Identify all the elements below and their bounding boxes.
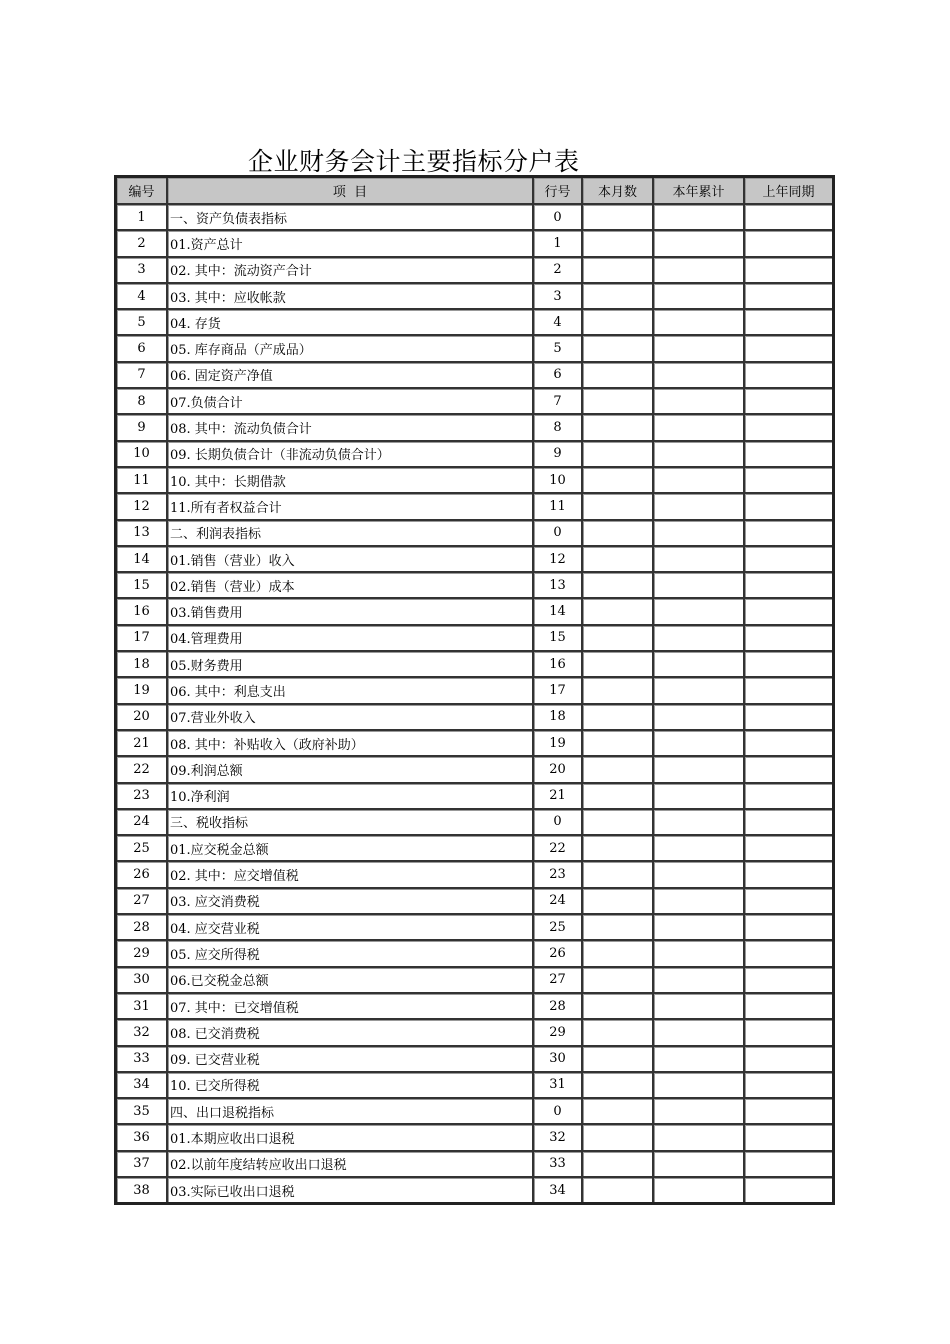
row-line-number: 4 xyxy=(534,310,583,336)
row-year-to-date-input[interactable] xyxy=(654,310,745,336)
table-row xyxy=(117,284,832,310)
table-row xyxy=(117,941,832,967)
row-line-number: 32 xyxy=(534,1125,583,1151)
row-this-month-input[interactable] xyxy=(583,968,654,994)
table-row xyxy=(117,915,832,941)
row-line-number: 15 xyxy=(534,626,583,652)
row-last-year-input[interactable] xyxy=(745,1178,832,1202)
row-item: 四、出口退税指标 xyxy=(168,1099,534,1125)
row-item: 09.利润总额 xyxy=(168,757,534,783)
row-item: 10.净利润 xyxy=(168,784,534,810)
row-item: 二、利润表指标 xyxy=(168,521,534,547)
row-line-number: 25 xyxy=(534,915,583,941)
table-row xyxy=(117,968,832,994)
row-this-month-input[interactable] xyxy=(583,258,654,284)
table-header-row xyxy=(117,178,832,205)
row-number: 32 xyxy=(117,1020,168,1046)
row-this-month-input[interactable] xyxy=(583,1047,654,1073)
table-row xyxy=(117,678,832,704)
indicator-table xyxy=(114,175,835,1205)
row-last-year-input[interactable] xyxy=(745,389,832,415)
row-item: 07.营业外收入 xyxy=(168,705,534,731)
row-number: 2 xyxy=(117,231,168,257)
row-this-month-input[interactable] xyxy=(583,652,654,678)
row-line-number: 20 xyxy=(534,757,583,783)
row-this-month-input[interactable] xyxy=(583,1073,654,1099)
row-line-number: 12 xyxy=(534,547,583,573)
row-last-year-input[interactable] xyxy=(745,941,832,967)
table-row xyxy=(117,205,832,231)
row-year-to-date-input[interactable] xyxy=(654,599,745,625)
row-this-month-input[interactable] xyxy=(583,494,654,520)
row-year-to-date-input[interactable] xyxy=(654,231,745,257)
table-row xyxy=(117,442,832,468)
row-year-to-date-input[interactable] xyxy=(654,1020,745,1046)
row-year-to-date-input[interactable] xyxy=(654,336,745,362)
table-row xyxy=(117,494,832,520)
row-line-number: 24 xyxy=(534,889,583,915)
row-number: 10 xyxy=(117,442,168,468)
row-year-to-date-input[interactable] xyxy=(654,389,745,415)
row-item: 三、税收指标 xyxy=(168,810,534,836)
row-year-to-date-input[interactable] xyxy=(654,757,745,783)
row-this-month-input[interactable] xyxy=(583,994,654,1020)
row-this-month-input[interactable] xyxy=(583,836,654,862)
row-number: 17 xyxy=(117,626,168,652)
row-last-year-input[interactable] xyxy=(745,442,832,468)
row-number: 20 xyxy=(117,705,168,731)
row-number: 31 xyxy=(117,994,168,1020)
row-item: 04. 应交营业税 xyxy=(168,915,534,941)
table-row xyxy=(117,573,832,599)
header-item: 项 目 xyxy=(168,178,534,205)
row-year-to-date-input[interactable] xyxy=(654,415,745,441)
row-last-year-input[interactable] xyxy=(745,678,832,704)
row-number: 1 xyxy=(117,205,168,231)
row-number: 19 xyxy=(117,678,168,704)
table-row xyxy=(117,994,832,1020)
table-row xyxy=(117,731,832,757)
row-year-to-date-input[interactable] xyxy=(654,731,745,757)
table-row xyxy=(117,1178,832,1202)
row-year-to-date-input[interactable] xyxy=(654,1073,745,1099)
row-last-year-input[interactable] xyxy=(745,626,832,652)
row-last-year-input[interactable] xyxy=(745,231,832,257)
table-row xyxy=(117,547,832,573)
page-title: 企业财务会计主要指标分户表 xyxy=(248,147,580,176)
row-item: 07. 其中：已交增值税 xyxy=(168,994,534,1020)
row-this-month-input[interactable] xyxy=(583,862,654,888)
row-last-year-input[interactable] xyxy=(745,468,832,494)
row-last-year-input[interactable] xyxy=(745,1125,832,1151)
table-row xyxy=(117,363,832,389)
row-year-to-date-input[interactable] xyxy=(654,678,745,704)
row-this-month-input[interactable] xyxy=(583,415,654,441)
row-number: 6 xyxy=(117,336,168,362)
row-last-year-input[interactable] xyxy=(745,1073,832,1099)
row-last-year-input[interactable] xyxy=(745,547,832,573)
row-item: 07.负债合计 xyxy=(168,389,534,415)
row-this-month-input[interactable] xyxy=(583,363,654,389)
row-last-year-input[interactable] xyxy=(745,915,832,941)
row-item: 05.财务费用 xyxy=(168,652,534,678)
row-year-to-date-input[interactable] xyxy=(654,994,745,1020)
row-last-year-input[interactable] xyxy=(745,652,832,678)
row-line-number: 14 xyxy=(534,599,583,625)
row-this-month-input[interactable] xyxy=(583,547,654,573)
row-this-month-input[interactable] xyxy=(583,1099,654,1125)
row-item: 01.应交税金总额 xyxy=(168,836,534,862)
row-last-year-input[interactable] xyxy=(745,363,832,389)
row-line-number: 11 xyxy=(534,494,583,520)
row-item: 09. 已交营业税 xyxy=(168,1047,534,1073)
table-row xyxy=(117,889,832,915)
row-this-month-input[interactable] xyxy=(583,784,654,810)
row-this-month-input[interactable] xyxy=(583,468,654,494)
row-number: 9 xyxy=(117,415,168,441)
row-line-number: 23 xyxy=(534,862,583,888)
row-line-number: 0 xyxy=(534,1099,583,1125)
row-item: 02. 其中：流动资产合计 xyxy=(168,258,534,284)
table-row xyxy=(117,705,832,731)
row-last-year-input[interactable] xyxy=(745,494,832,520)
row-this-month-input[interactable] xyxy=(583,231,654,257)
row-item: 09. 长期负债合计（非流动负债合计） xyxy=(168,442,534,468)
row-this-month-input[interactable] xyxy=(583,678,654,704)
row-line-number: 27 xyxy=(534,968,583,994)
row-number: 22 xyxy=(117,757,168,783)
row-line-number: 2 xyxy=(534,258,583,284)
row-number: 27 xyxy=(117,889,168,915)
row-this-month-input[interactable] xyxy=(583,442,654,468)
table-row xyxy=(117,626,832,652)
row-year-to-date-input[interactable] xyxy=(654,915,745,941)
row-year-to-date-input[interactable] xyxy=(654,1099,745,1125)
row-this-month-input[interactable] xyxy=(583,336,654,362)
header-year-to-date: 本年累计 xyxy=(654,178,745,205)
row-line-number: 8 xyxy=(534,415,583,441)
row-this-month-input[interactable] xyxy=(583,205,654,231)
row-line-number: 21 xyxy=(534,784,583,810)
row-last-year-input[interactable] xyxy=(745,862,832,888)
table-row xyxy=(117,599,832,625)
row-number: 26 xyxy=(117,862,168,888)
row-item: 10. 其中：长期借款 xyxy=(168,468,534,494)
row-year-to-date-input[interactable] xyxy=(654,284,745,310)
row-year-to-date-input[interactable] xyxy=(654,652,745,678)
table-row xyxy=(117,389,832,415)
row-number: 4 xyxy=(117,284,168,310)
row-item: 04. 存货 xyxy=(168,310,534,336)
table-row xyxy=(117,1047,832,1073)
row-item: 11.所有者权益合计 xyxy=(168,494,534,520)
table-row xyxy=(117,810,832,836)
table-row xyxy=(117,1125,832,1151)
row-last-year-input[interactable] xyxy=(745,784,832,810)
row-number: 3 xyxy=(117,258,168,284)
row-number: 21 xyxy=(117,731,168,757)
row-this-month-input[interactable] xyxy=(583,941,654,967)
row-number: 24 xyxy=(117,810,168,836)
row-this-month-input[interactable] xyxy=(583,521,654,547)
row-year-to-date-input[interactable] xyxy=(654,836,745,862)
row-last-year-input[interactable] xyxy=(745,1099,832,1125)
row-item: 10. 已交所得税 xyxy=(168,1073,534,1099)
row-year-to-date-input[interactable] xyxy=(654,494,745,520)
row-number: 5 xyxy=(117,310,168,336)
row-item: 06.已交税金总额 xyxy=(168,968,534,994)
row-item: 06. 其中：利息支出 xyxy=(168,678,534,704)
row-number: 34 xyxy=(117,1073,168,1099)
row-year-to-date-input[interactable] xyxy=(654,1152,745,1178)
row-item: 06. 固定资产净值 xyxy=(168,363,534,389)
row-line-number: 3 xyxy=(534,284,583,310)
row-number: 25 xyxy=(117,836,168,862)
row-number: 8 xyxy=(117,389,168,415)
row-last-year-input[interactable] xyxy=(745,573,832,599)
row-item: 01.本期应收出口退税 xyxy=(168,1125,534,1151)
row-item: 03. 应交消费税 xyxy=(168,889,534,915)
row-last-year-input[interactable] xyxy=(745,599,832,625)
row-this-month-input[interactable] xyxy=(583,1178,654,1202)
row-line-number: 1 xyxy=(534,231,583,257)
row-this-month-input[interactable] xyxy=(583,573,654,599)
row-last-year-input[interactable] xyxy=(745,705,832,731)
row-last-year-input[interactable] xyxy=(745,994,832,1020)
row-year-to-date-input[interactable] xyxy=(654,1125,745,1151)
row-this-month-input[interactable] xyxy=(583,810,654,836)
row-last-year-input[interactable] xyxy=(745,284,832,310)
row-last-year-input[interactable] xyxy=(745,757,832,783)
row-year-to-date-input[interactable] xyxy=(654,468,745,494)
row-number: 38 xyxy=(117,1178,168,1202)
row-last-year-input[interactable] xyxy=(745,310,832,336)
row-item: 01.销售（营业）收入 xyxy=(168,547,534,573)
header-this-month: 本月数 xyxy=(583,178,654,205)
row-this-month-input[interactable] xyxy=(583,310,654,336)
row-this-month-input[interactable] xyxy=(583,757,654,783)
row-number: 23 xyxy=(117,784,168,810)
table-row xyxy=(117,468,832,494)
row-this-month-input[interactable] xyxy=(583,1020,654,1046)
table-row xyxy=(117,258,832,284)
row-this-month-input[interactable] xyxy=(583,284,654,310)
row-line-number: 13 xyxy=(534,573,583,599)
row-year-to-date-input[interactable] xyxy=(654,363,745,389)
row-last-year-input[interactable] xyxy=(745,968,832,994)
row-number: 29 xyxy=(117,941,168,967)
row-year-to-date-input[interactable] xyxy=(654,573,745,599)
row-number: 15 xyxy=(117,573,168,599)
row-this-month-input[interactable] xyxy=(583,1125,654,1151)
row-number: 36 xyxy=(117,1125,168,1151)
row-year-to-date-input[interactable] xyxy=(654,784,745,810)
header-number: 编号 xyxy=(117,178,168,205)
row-this-month-input[interactable] xyxy=(583,705,654,731)
row-this-month-input[interactable] xyxy=(583,389,654,415)
row-year-to-date-input[interactable] xyxy=(654,521,745,547)
row-number: 12 xyxy=(117,494,168,520)
row-item: 08. 已交消费税 xyxy=(168,1020,534,1046)
row-line-number: 17 xyxy=(534,678,583,704)
table-row xyxy=(117,1073,832,1099)
row-this-month-input[interactable] xyxy=(583,626,654,652)
row-line-number: 7 xyxy=(534,389,583,415)
row-item: 05. 应交所得税 xyxy=(168,941,534,967)
table-row xyxy=(117,862,832,888)
row-number: 30 xyxy=(117,968,168,994)
row-year-to-date-input[interactable] xyxy=(654,889,745,915)
row-this-month-input[interactable] xyxy=(583,915,654,941)
row-line-number: 30 xyxy=(534,1047,583,1073)
row-this-month-input[interactable] xyxy=(583,731,654,757)
row-last-year-input[interactable] xyxy=(745,521,832,547)
row-year-to-date-input[interactable] xyxy=(654,968,745,994)
row-last-year-input[interactable] xyxy=(745,415,832,441)
row-number: 35 xyxy=(117,1099,168,1125)
table-row xyxy=(117,1020,832,1046)
row-number: 28 xyxy=(117,915,168,941)
row-line-number: 0 xyxy=(534,205,583,231)
row-line-number: 0 xyxy=(534,810,583,836)
row-number: 7 xyxy=(117,363,168,389)
row-item: 02.以前年度结转应收出口退税 xyxy=(168,1152,534,1178)
row-item: 05. 库存商品（产成品） xyxy=(168,336,534,362)
row-last-year-input[interactable] xyxy=(745,1020,832,1046)
row-line-number: 5 xyxy=(534,336,583,362)
row-year-to-date-input[interactable] xyxy=(654,941,745,967)
row-item: 03.实际已收出口退税 xyxy=(168,1178,534,1202)
row-year-to-date-input[interactable] xyxy=(654,1047,745,1073)
row-number: 14 xyxy=(117,547,168,573)
row-year-to-date-input[interactable] xyxy=(654,258,745,284)
row-line-number: 0 xyxy=(534,521,583,547)
row-line-number: 33 xyxy=(534,1152,583,1178)
row-line-number: 22 xyxy=(534,836,583,862)
row-last-year-input[interactable] xyxy=(745,205,832,231)
table-row xyxy=(117,231,832,257)
row-year-to-date-input[interactable] xyxy=(654,626,745,652)
row-this-month-input[interactable] xyxy=(583,1152,654,1178)
row-last-year-input[interactable] xyxy=(745,889,832,915)
row-line-number: 26 xyxy=(534,941,583,967)
row-last-year-input[interactable] xyxy=(745,810,832,836)
row-last-year-input[interactable] xyxy=(745,1152,832,1178)
row-year-to-date-input[interactable] xyxy=(654,810,745,836)
table-row xyxy=(117,415,832,441)
row-line-number: 19 xyxy=(534,731,583,757)
row-item: 08. 其中：流动负债合计 xyxy=(168,415,534,441)
table-row xyxy=(117,784,832,810)
row-number: 18 xyxy=(117,652,168,678)
row-line-number: 34 xyxy=(534,1178,583,1202)
row-this-month-input[interactable] xyxy=(583,889,654,915)
row-line-number: 16 xyxy=(534,652,583,678)
row-line-number: 9 xyxy=(534,442,583,468)
row-last-year-input[interactable] xyxy=(745,336,832,362)
row-line-number: 6 xyxy=(534,363,583,389)
row-item: 03.销售费用 xyxy=(168,599,534,625)
row-item: 一、资产负债表指标 xyxy=(168,205,534,231)
table-row xyxy=(117,310,832,336)
row-item: 08. 其中：补贴收入（政府补助） xyxy=(168,731,534,757)
row-year-to-date-input[interactable] xyxy=(654,547,745,573)
header-last-year-same-period: 上年同期 xyxy=(745,178,832,205)
row-item: 04.管理费用 xyxy=(168,626,534,652)
table-row xyxy=(117,1152,832,1178)
row-year-to-date-input[interactable] xyxy=(654,862,745,888)
row-line-number: 29 xyxy=(534,1020,583,1046)
row-year-to-date-input[interactable] xyxy=(654,442,745,468)
row-line-number: 31 xyxy=(534,1073,583,1099)
row-this-month-input[interactable] xyxy=(583,599,654,625)
row-line-number: 28 xyxy=(534,994,583,1020)
row-item: 03. 其中：应收帐款 xyxy=(168,284,534,310)
table-row xyxy=(117,336,832,362)
row-item: 02. 其中：应交增值税 xyxy=(168,862,534,888)
row-last-year-input[interactable] xyxy=(745,731,832,757)
header-line-number: 行号 xyxy=(534,178,583,205)
row-number: 11 xyxy=(117,468,168,494)
row-line-number: 18 xyxy=(534,705,583,731)
row-last-year-input[interactable] xyxy=(745,258,832,284)
table-row xyxy=(117,521,832,547)
row-number: 16 xyxy=(117,599,168,625)
table-row xyxy=(117,757,832,783)
table-row xyxy=(117,836,832,862)
row-item: 02.销售（营业）成本 xyxy=(168,573,534,599)
table-row xyxy=(117,652,832,678)
row-number: 13 xyxy=(117,521,168,547)
row-number: 33 xyxy=(117,1047,168,1073)
table-row xyxy=(117,1099,832,1125)
row-item: 01.资产总计 xyxy=(168,231,534,257)
row-year-to-date-input[interactable] xyxy=(654,1178,745,1202)
row-number: 37 xyxy=(117,1152,168,1178)
row-last-year-input[interactable] xyxy=(745,836,832,862)
row-line-number: 10 xyxy=(534,468,583,494)
row-year-to-date-input[interactable] xyxy=(654,705,745,731)
row-last-year-input[interactable] xyxy=(745,1047,832,1073)
row-year-to-date-input[interactable] xyxy=(654,205,745,231)
